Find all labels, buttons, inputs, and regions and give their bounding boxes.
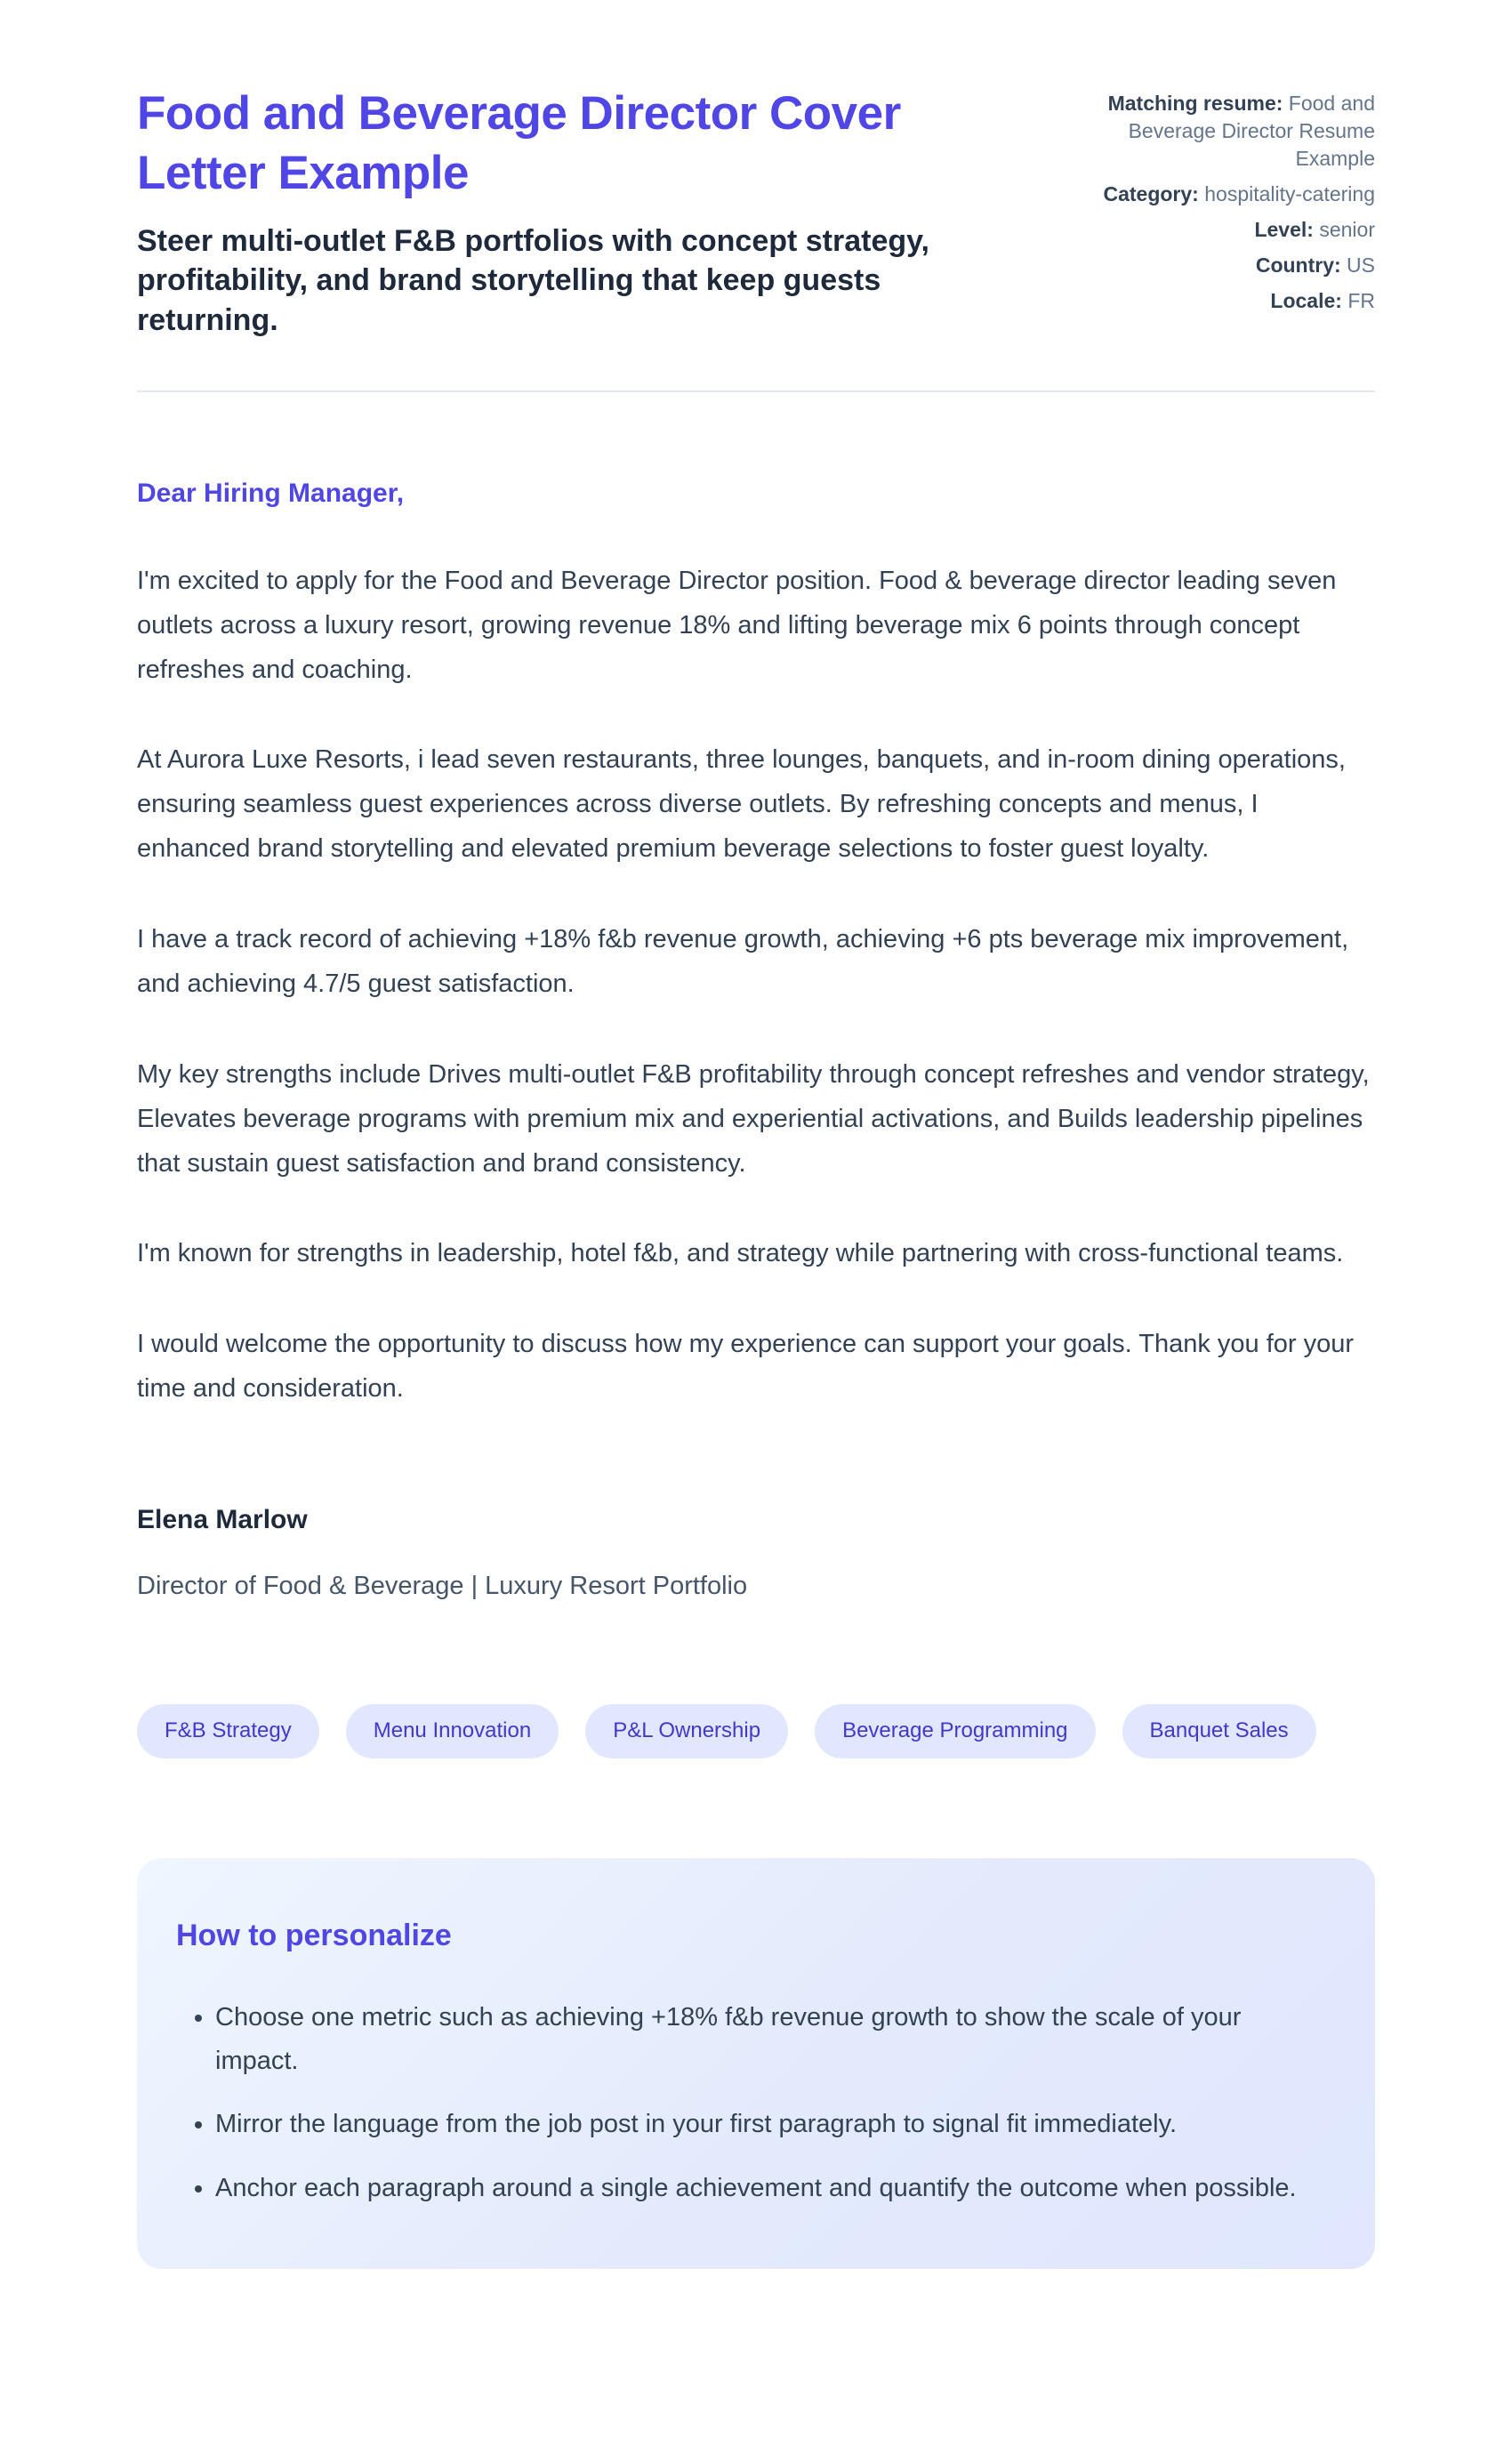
meta-row-locale xyxy=(1082,287,1375,315)
letter-paragraph: My key strengths include Drives multi-outlet F&B profitability through concept refreshes and vendor strategy, Elevates beverage programs with premium mix and experiential activations, and Builds leadership pipelines that sustain guest satisfaction and brand consistency. xyxy=(137,1059,1370,1178)
header-divider xyxy=(137,390,1375,392)
meta-value: Food and Beverage Director Resume Example xyxy=(1128,92,1375,171)
tip-text: Choose one metric such as achieving +18% f&b revenue growth to show the scale of your impact. xyxy=(215,2002,1242,2076)
page-title: Food and Beverage Director Cover Letter Example xyxy=(137,87,901,199)
meta-value: FR xyxy=(1347,289,1375,313)
letter-paragraph: I would welcome the opportunity to discuss how my experience can support your goals. Thank you for your time and consideration. xyxy=(137,1330,1355,1404)
letter-paragraph: I'm excited to apply for the Food and Beverage Director position. Food & beverage director leading seven outlets across a luxury resort, growing revenue 18% and lifting beverage mix 6 points through concept refreshes and coaching. xyxy=(137,566,1337,684)
tip-item xyxy=(215,1996,1313,2084)
tip-item xyxy=(215,2103,1313,2146)
meta-label: Locale: xyxy=(1270,289,1342,313)
tag-pill-beverage-programming[interactable]: Beverage Programming xyxy=(815,1704,1095,1758)
personalize-title: How to personalize xyxy=(176,1919,452,1953)
meta-row-matching-resume xyxy=(1082,90,1375,173)
letter-paragraph: At Aurora Luxe Resorts, i lead seven restaurants, three lounges, banquets, and in-room dining operations, ensuring seamless guest experiences across diverse outlets. By refreshing concepts and menus, I enhanced brand storytelling and elevated premium beverage selections to foster guest loyalty. xyxy=(137,745,1346,864)
meta-value: hospitality-catering xyxy=(1204,182,1375,206)
meta-label: Level: xyxy=(1254,218,1314,242)
meta-value: US xyxy=(1347,253,1375,278)
meta-row-country xyxy=(1082,252,1375,279)
meta-row-level xyxy=(1082,216,1375,244)
tip-text: Mirror the language from the job post in your first paragraph to signal fit immediately. xyxy=(215,2110,1178,2139)
page-subtitle: Steer multi-outlet F&B portfolios with concept strategy, profitability, and brand storytelling that keep guests returning. xyxy=(137,223,929,338)
meta-label: Country: xyxy=(1255,253,1341,278)
header xyxy=(137,84,1375,341)
tag-pill-pl-ownership[interactable]: P&L Ownership xyxy=(585,1704,788,1758)
meta-row-category xyxy=(1082,181,1375,208)
letter-paragraph: I'm known for strengths in leadership, hotel f&b, and strategy while partnering with cross-functional teams. xyxy=(137,1239,1344,1268)
tip-text: Anchor each paragraph around a single achievement and quantify the outcome when possible. xyxy=(215,2173,1297,2202)
meta-label: Category: xyxy=(1103,182,1199,206)
salutation: Dear Hiring Manager, xyxy=(137,479,405,509)
tip-list xyxy=(176,1996,1313,2210)
meta-label: Matching resume: xyxy=(1107,92,1283,115)
tag-pill-fb-strategy[interactable]: F&B Strategy xyxy=(137,1704,319,1758)
tag-list xyxy=(137,1704,1375,1758)
signature-title: Director of Food & Beverage | Luxury Resort Portfolio xyxy=(137,1571,748,1600)
cover-letter-body xyxy=(137,471,1375,2269)
tag-pill-banquet-sales[interactable]: Banquet Sales xyxy=(1122,1704,1316,1758)
personalize-card xyxy=(137,1858,1375,2269)
letter-paragraph: I have a track record of achieving +18% f&b revenue growth, achieving +6 pts beverage mix improvement, and achieving 4.7/5 guest satisfaction. xyxy=(137,925,1349,998)
meta-value: senior xyxy=(1319,218,1375,242)
header-title-block xyxy=(137,84,1028,341)
signature-name: Elena Marlow xyxy=(137,1505,308,1534)
tag-pill-menu-innovation[interactable]: Menu Innovation xyxy=(346,1704,559,1758)
tip-item xyxy=(215,2167,1313,2210)
header-meta xyxy=(1082,84,1375,341)
signature-block xyxy=(137,1497,1375,1608)
